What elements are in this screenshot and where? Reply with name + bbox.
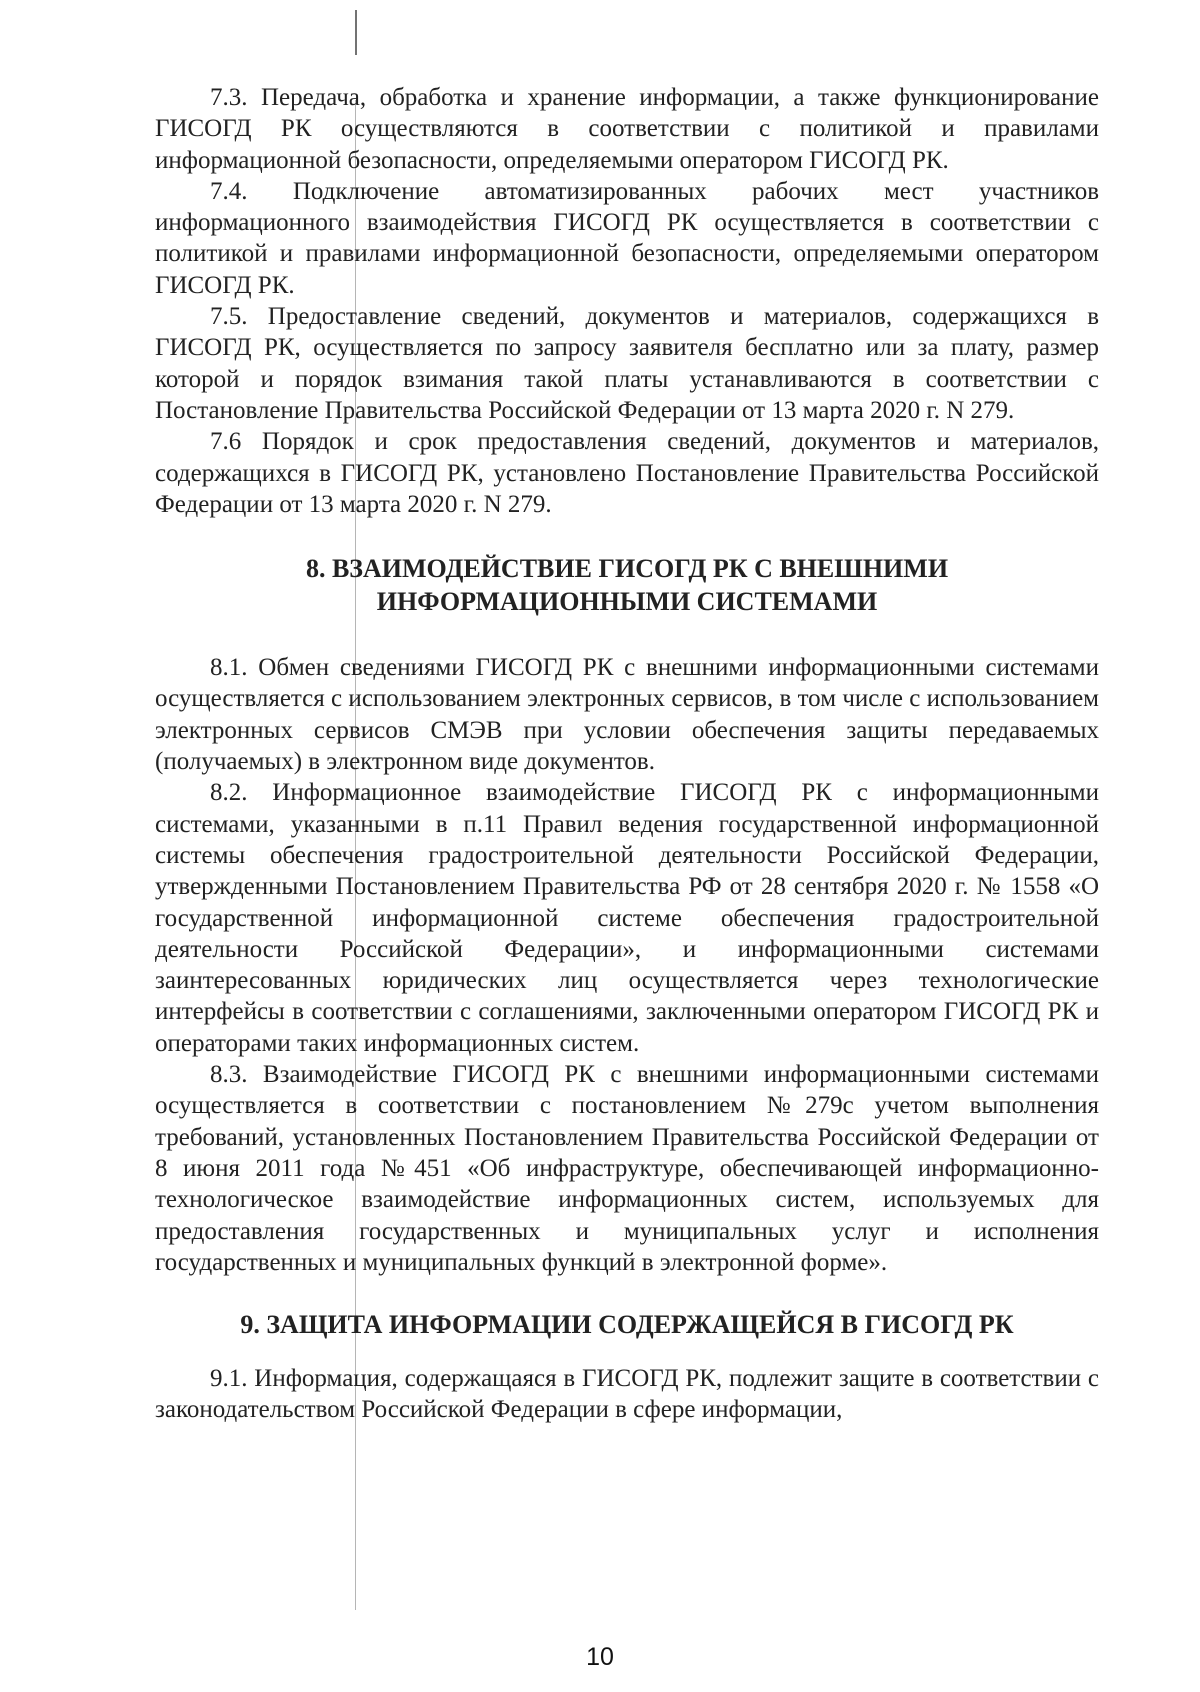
paragraph-8-3: 8.3. Взаимодействие ГИСОГД РК с внешними информационными системами осуществляется в соответствии с постановлением №279с учетом выполнения требований, установленных Постановлением Правительства Российской Федерации от 8 июня 2011 года №451 «Об инфраструктуре, обеспечивающей информационно-технологическое взаимодействие информационных систем, используемых для предоставления государственных и муниципальных услуг и исполнения государственных и муниципальных функций в электронной форме». [155,1061,1099,1276]
paragraph-9-1: 9.1. Информация, содержащаяся в ГИСОГД РК, подлежит защите в соответствии с законодательством Российской Федерации в сфере информации, [155,1365,1099,1424]
section-8-heading-line-2: ИНФОРМАЦИОННЫМИ СИСТЕМАМИ [376,587,878,617]
section-9-heading: 9. ЗАЩИТА ИНФОРМАЦИИ СОДЕРЖАЩЕЙСЯ В ГИСОГД РК [240,1310,1014,1340]
scan-artifact-line-top [355,10,357,55]
paragraph-7-6: 7.6 Порядок и срок предоставления сведений, документов и материалов, содержащихся в ГИСОГД РК, установлено Постановление Правительства Российской Федерации от 13 марта 2020 г. N 279. [155,428,1099,518]
paragraph-8-1: 8.1. Обмен сведениями ГИСОГД РК с внешними информационными системами осуществляется с использованием электронных сервисов, в том числе с использованием электронных сервисов СМЭВ при условии обеспечения защиты передаваемых (получаемых) в электронном виде документов. [155,654,1099,776]
section-8-heading [155,552,1099,618]
paragraph-7-3: 7.3. Передача, обработка и хранение информации, а также функционирование ГИСОГД РК осуществляются в соответствии с политикой и правилами информационной безопасности, определяемыми оператором ГИСОГД РК. [155,84,1099,174]
paragraph-7-4: 7.4. Подключение автоматизированных рабочих мест участников информационного взаимодействия ГИСОГД РК осуществляется в соответствии с политикой и правилами информационной безопасности, определяемыми оператором ГИСОГД РК. [155,177,1099,299]
document-body [155,82,1099,1426]
paragraph-7-5: 7.5. Предоставление сведений, документов и материалов, содержащихся в ГИСОГД РК, осуществляется по запросу заявителя бесплатно или за плату, размер которой и порядок взимания такой платы устанавливаются в соответствии с Постановление Правительства Российской Федерации от 13 марта 2020 г. N 279. [155,303,1099,424]
page-number: 10 [586,1643,614,1671]
paragraph-8-2: 8.2. Информационное взаимодействие ГИСОГД РК с информационными системами, указанными в п.11 Правил ведения государственной информационной системы обеспечения градостроительной деятельности Российской Федерации, утвержденными Постановлением Правительства РФ от 28 сентября 2020 г. № 1558 «О государственной информационной системе обеспечения градостроительной деятельности Российской Федерации», и информационными системами заинтересованных юридических лиц осуществляется через технологические интерфейсы в соответствии с соглашениями, заключенными оператором ГИСОГД РК и операторами таких информационных систем. [155,779,1099,1057]
section-8-heading-line-1: 8. ВЗАИМОДЕЙСТВИЕ ГИСОГД РК С ВНЕШНИМИ [305,554,949,584]
